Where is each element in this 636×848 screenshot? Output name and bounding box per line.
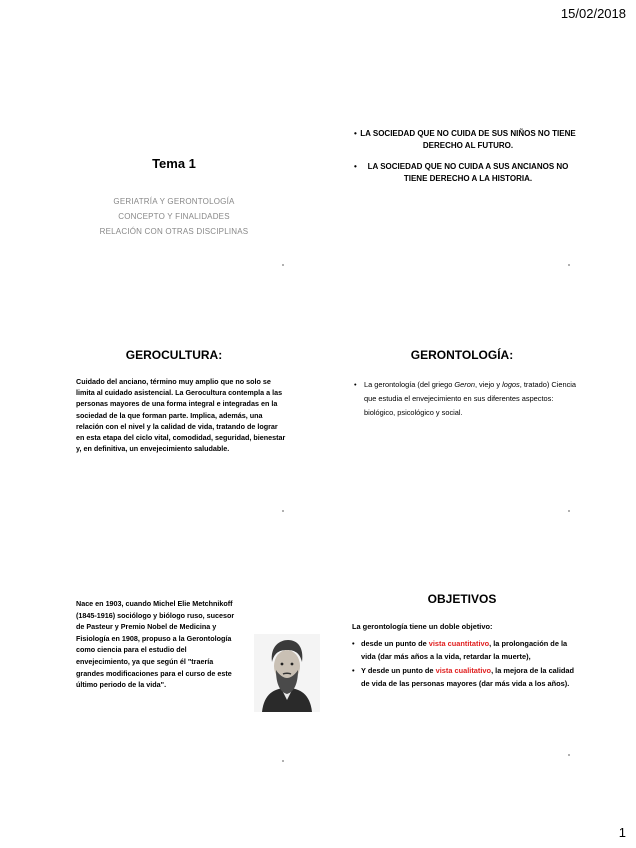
objectives-list (352, 638, 578, 692)
print-date: 15/02/2018 (560, 6, 626, 21)
slide-corner-dot (568, 264, 570, 266)
slide-corner-dot (282, 264, 284, 266)
list-item: • LA SOCIEDAD QUE NO CUIDA DE SUS NIÑOS NO TIENE DERECHO AL FUTURO. (354, 129, 576, 150)
slide-6 (322, 568, 602, 768)
slide-corner-dot (282, 510, 284, 512)
slide-body: • La gerontología (del griego Geron, viejo y logos, tratado) Ciencia que estudia el envejecimiento en sus diferentes aspectos: biológico, psicológico y social. (354, 380, 577, 417)
slide-intro: La gerontología tiene un doble objetivo: (352, 622, 493, 631)
slide-corner-dot (568, 510, 570, 512)
list-item: • Y desde un punto de vista cualitativo, la mejora de la calidad de vida de las personas mayores (dar más vida a los años). (352, 666, 575, 688)
slide-5 (34, 568, 314, 768)
slide-corner-dot (282, 760, 284, 762)
page-number: 1 (618, 825, 626, 840)
slide-body: Nace en 1903, cuando Michel Elie Metchnikoff (1845-1916) sociólogo y biólogo ruso, sucesor de Pasteur y Premio Nobel de Medicina y Fisiología en 1908, propuso a la Gerontología como ciencia para el estudio del envejecimiento, ya que según él "traería grandes modificaciones para el curso de este último periodo de la vida". (76, 599, 235, 690)
subtitle-line: RELACIÓN CON OTRAS DISCIPLINAS (99, 227, 249, 236)
slide-1 (34, 68, 314, 268)
list-item: • desde un punto de vista cuantitativo, la prolongación de la vida (dar más años a la vida, retardar la muerte), (352, 639, 568, 661)
subtitle-line: GERIATRÍA Y GERONTOLOGÍA (113, 197, 235, 206)
slide-heading: OBJETIVOS (427, 592, 497, 606)
slide-4 (322, 318, 602, 518)
slide-2 (322, 68, 602, 268)
slide-corner-dot (568, 754, 570, 756)
quote-list (348, 128, 578, 194)
subtitle-line: CONCEPTO Y FINALIDADES (118, 212, 230, 221)
list-item: • LA SOCIEDAD QUE NO CUIDA A SUS ANCIANOS NO TIENE DERECHO A LA HISTORIA. (354, 162, 569, 183)
slide-heading: GEROCULTURA: (125, 348, 223, 362)
slide-3 (34, 318, 314, 518)
slide-body: Cuidado del anciano, término muy amplio que no solo se limita al cuidado asistencial. La Gerocultura contempla a las personas mayores de una forma integral e integradas en la sociedad de la que forman parte. Implica, además, una relación con el nivel y la calidad de vida, tratando de lograr en esta etapa del ciclo vital, comodidad, seguridad, bienestar y, en definitiva, un envejecimiento saludable. (76, 377, 286, 454)
highlight-text: vista cualitativo (435, 666, 492, 675)
metchnikoff-portrait (254, 634, 320, 712)
slide-subtitles (34, 194, 314, 239)
slide-title: Tema 1 (152, 156, 196, 171)
highlight-text: vista cuantitativo (428, 639, 490, 648)
slide-heading: GERONTOLOGÍA: (410, 348, 514, 362)
